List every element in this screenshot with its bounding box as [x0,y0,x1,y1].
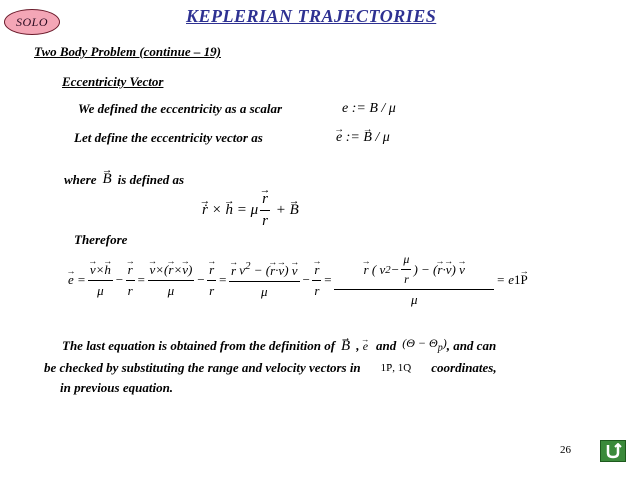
eccentricity-derivation-equation: → e = → $\frac{v\times\to h}{\mu}$ − → $\frac{r}{r}$ = → $\frac{v\times(\to r\times\to v)}{\mu}$ − → $\frac{r}{r}$ = → $\frac{r v^2 - (\to r\cdot\to v) \to v}{\mu}$ − → $\frac{r}{r}$ = → r ( v 2 − $\frac{\mu}{r}$ ) − ( → r · → v ) → v μ = e 1 → P [68,252,528,308]
scalar-equation: e := B / μ [342,101,396,116]
page-title: KEPLERIAN TRAJECTORIES [186,6,437,26]
home-return-icon[interactable] [600,440,626,462]
explanation-text-1: The last equation is obtained from the definition of [62,337,336,353]
return-arrow-icon [604,443,622,459]
vector-intro-text: Let define the eccentricity vector as [74,130,263,145]
slide-subtitle: Two Body Problem (continue – 19) [34,44,221,59]
explanation-text-2: be checked by substituting the range and velocity vectors in [44,360,361,376]
coordinates-text: coordinates, [431,360,497,376]
explanation-paragraph [44,333,610,398]
solo-badge [4,9,60,35]
explanation-line-3: in previous equation. [60,380,174,396]
where-prefix: where [64,171,97,187]
scalar-intro-text: We defined the eccentricity as a scalar [78,101,283,116]
where-suffix: is defined as [117,171,185,187]
b-definition-equation: → ṙ × → h = μ → $\frac{r}{r}$ + → B [202,191,299,230]
where-line [64,171,184,188]
solo-badge-label: SOLO [15,14,48,29]
vector-equation: → e := → B / μ [336,130,390,146]
and-can-text: , and can [446,337,497,353]
therefore-text: Therefore [74,232,128,247]
page-number: 26 [560,444,571,456]
section-title: Eccentricity Vector [62,74,164,89]
b-vector-symbol: → B [103,171,112,188]
and-text: and [376,337,397,353]
explanation-line-1: The last equation is obtained from the definition of → B , → e and $(\Theta - \Theta_p)$ , and can [62,333,610,358]
explanation-line-2: be checked by substituting the range and velocity vectors in 1→ P, 1→ Q coordinates, [44,358,610,378]
